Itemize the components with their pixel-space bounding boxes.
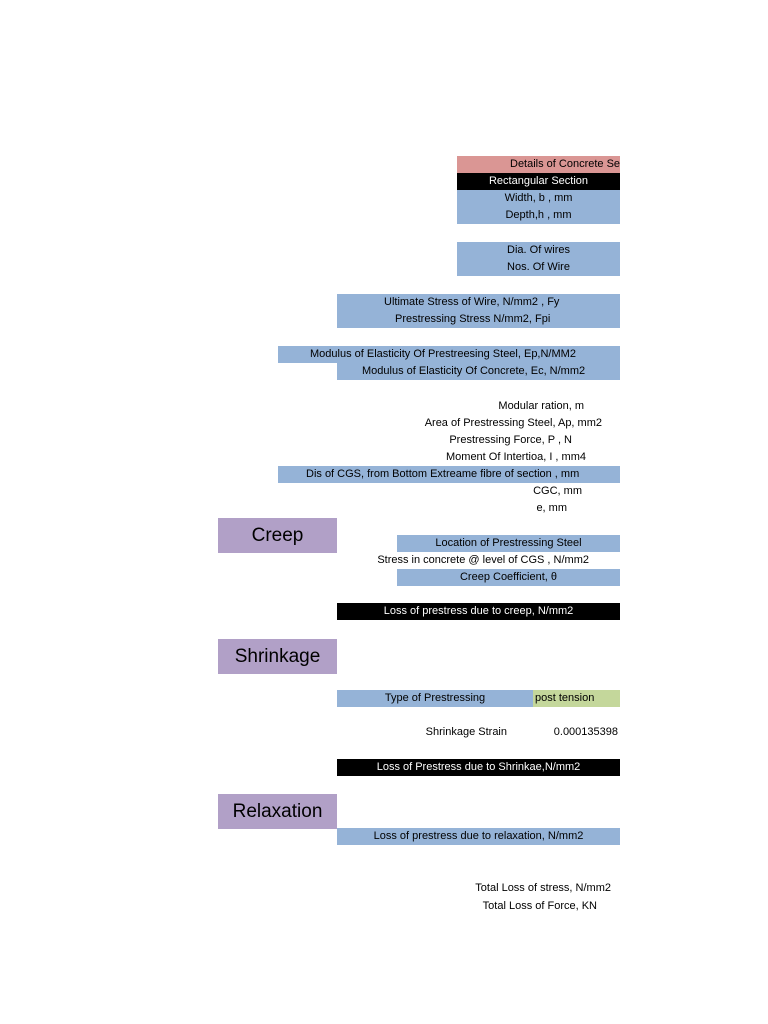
wire-nos-label-cell[interactable]: Nos. Of Wire (457, 259, 620, 276)
ep-label-cell[interactable]: Modulus of Elasticity Of Prestreesing Steel, Ep,N/MM2 (278, 346, 620, 363)
creep-loss-label-cell[interactable]: Loss of prestress due to creep, N/mm2 (337, 603, 620, 620)
ultimate-stress-label-cell[interactable]: Ultimate Stress of Wire, N/mm2 , Fy (337, 294, 620, 311)
moment-inertia-label-cell[interactable]: Moment Of Intertioa, I , mm4 (446, 451, 586, 463)
total-force-loss-label-cell[interactable]: Total Loss of Force, KN (482, 900, 597, 912)
area-steel-label-cell[interactable]: Area of Prestressing Steel, Ap, mm2 (424, 417, 602, 429)
total-stress-loss-label-cell[interactable]: Total Loss of stress, N/mm2 (475, 882, 611, 894)
prestressing-force-label-cell[interactable]: Prestressing Force, P , N (449, 434, 572, 446)
steel-location-label-cell[interactable]: Location of Prestressing Steel (397, 535, 620, 552)
ec-label-cell[interactable]: Modulus of Elasticity Of Concrete, Ec, N/mm2 (337, 363, 620, 380)
depth-label-cell[interactable]: Depth,h , mm (457, 207, 620, 224)
relaxation-section-header: Relaxation (218, 794, 337, 829)
prestressing-type-label-cell[interactable]: Type of Prestressing (337, 690, 533, 707)
cgc-label-cell[interactable]: CGC, mm (533, 485, 582, 497)
wire-dia-label-cell[interactable]: Dia. Of wires (457, 242, 620, 259)
shrinkage-loss-label-cell[interactable]: Loss of Prestress due to Shrinkae,N/mm2 (337, 759, 620, 776)
creep-coefficient-label-cell[interactable]: Creep Coefficient, θ (397, 569, 620, 586)
prestressing-stress-label-cell[interactable]: Prestressing Stress N/mm2, Fpi (337, 311, 620, 328)
modular-ratio-label-cell[interactable]: Modular ration, m (498, 400, 584, 412)
shrinkage-strain-value-cell[interactable]: 0.000135398 (553, 726, 618, 738)
relaxation-loss-label-cell[interactable]: Loss of prestress due to relaxation, N/mm2 (337, 828, 620, 845)
cgs-label-cell[interactable]: Dis of CGS, from Bottom Extreame fibre of section , mm (278, 466, 620, 483)
prestressing-type-value-cell[interactable]: post tension (533, 690, 620, 707)
creep-section-header: Creep (218, 518, 337, 553)
shrinkage-strain-label-cell[interactable]: Shrinkage Strain (425, 726, 507, 738)
shrinkage-section-header: Shrinkage (218, 639, 337, 674)
details-header-cell[interactable]: Details of Concrete Se (457, 156, 620, 173)
stress-concrete-label-cell[interactable]: Stress in concrete @ level of CGS , N/mm2 (377, 554, 589, 566)
e-label-cell[interactable]: e, mm (536, 502, 567, 514)
width-label-cell[interactable]: Width, b , mm (457, 190, 620, 207)
section-type-cell[interactable]: Rectangular Section (457, 173, 620, 190)
